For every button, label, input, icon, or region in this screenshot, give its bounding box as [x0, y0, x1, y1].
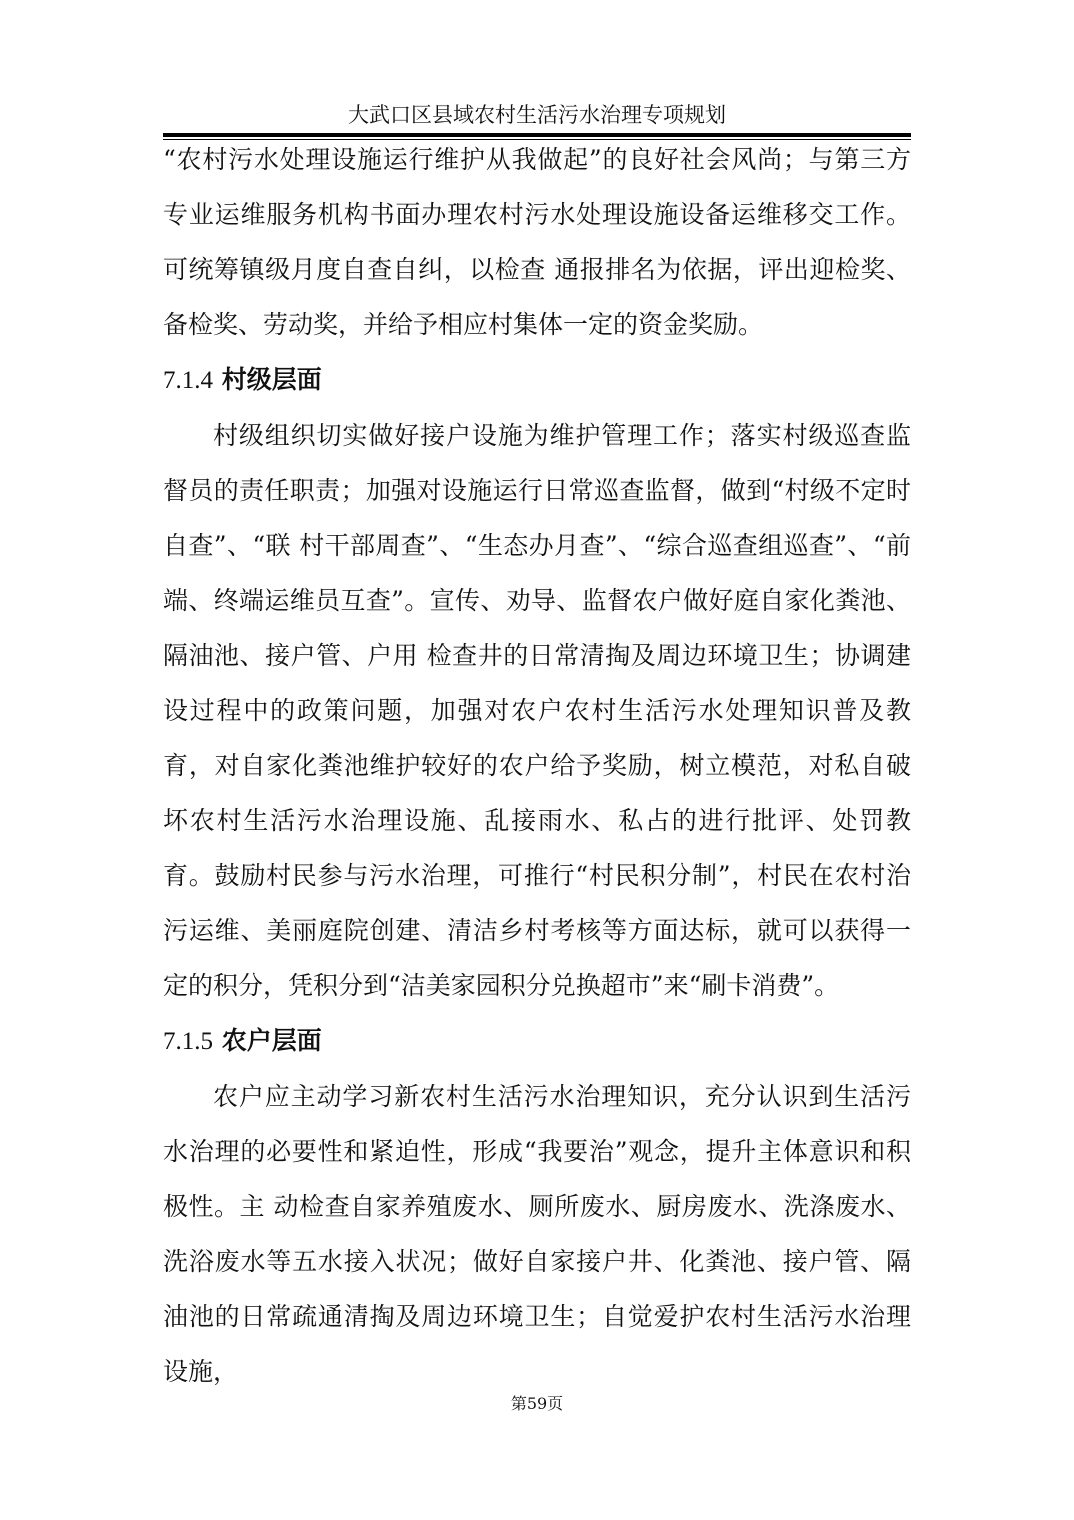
section-number: 7.1.4: [163, 367, 213, 394]
page-body: [163, 132, 911, 1399]
document-header-title: 大武口区县域农村生活污水治理专项规划: [348, 103, 726, 127]
section-heading-7-1-5: [163, 1013, 911, 1069]
paragraph-village-level: 村级组织切实做好接户设施为维护管理工作；落实村级巡查监督员的责任职责；加强对设施运行日常巡查监督，做到“村级不定时自查”、“联 村干部周查”、“生态办月查”、“综合巡查组巡查”、“前端、终端运维员互查”。宣传、劝导、监督农户做好庭自家化粪池、隔油池、接户管、户用 检查井的日常清掏及周边环境卫生；协调建设过程中的政策问题，加强对农户农村生活污水处理知识普及教育，对自家化粪池维护较好的农户给予奖励，树立模范，对私自破坏农村生活污水治理设施、乱接雨水、私占的进行批评、处罚教育。鼓励村民参与污水治理，可推行“村民积分制”，村民在农村治污运维、美丽庭院创建、清洁乡村考核等方面达标，就可以获得一定的积分，凭积分到“洁美家园积分兑换超市”来“刷卡消费”。: [163, 421, 911, 1000]
section-heading-7-1-4: [163, 352, 911, 408]
page-number: 第59页: [510, 1394, 564, 1413]
section-title: 农户层面: [221, 1026, 322, 1055]
section-title: 村级层面: [221, 365, 322, 394]
section-number: 7.1.5: [163, 1028, 213, 1055]
paragraph-household-level: 农户应主动学习新农村生活污水治理知识，充分认识到生活污水治理的必要性和紧迫性，形成“我要治”观念，提升主体意识和积极性。主 动检查自家养殖废水、厕所废水、厨房废水、洗涤废水、洗浴废水等五水接入状况；做好自家接户井、化粪池、接户管、隔油池的日常疏通清掏及周边环境卫生；自觉爱护农村生活污水治理设施，: [163, 1082, 911, 1386]
paragraph-continued: “农村污水处理设施运行维护从我做起”的良好社会风尚；与第三方专业运维服务机构书面办理农村污水处理设施设备运维移交工作。可统筹镇级月度自查自纠，以检查 通报排名为依据，评出迎检奖、备检奖、劳动奖，并给予相应村集体一定的资金奖励。: [163, 145, 911, 339]
